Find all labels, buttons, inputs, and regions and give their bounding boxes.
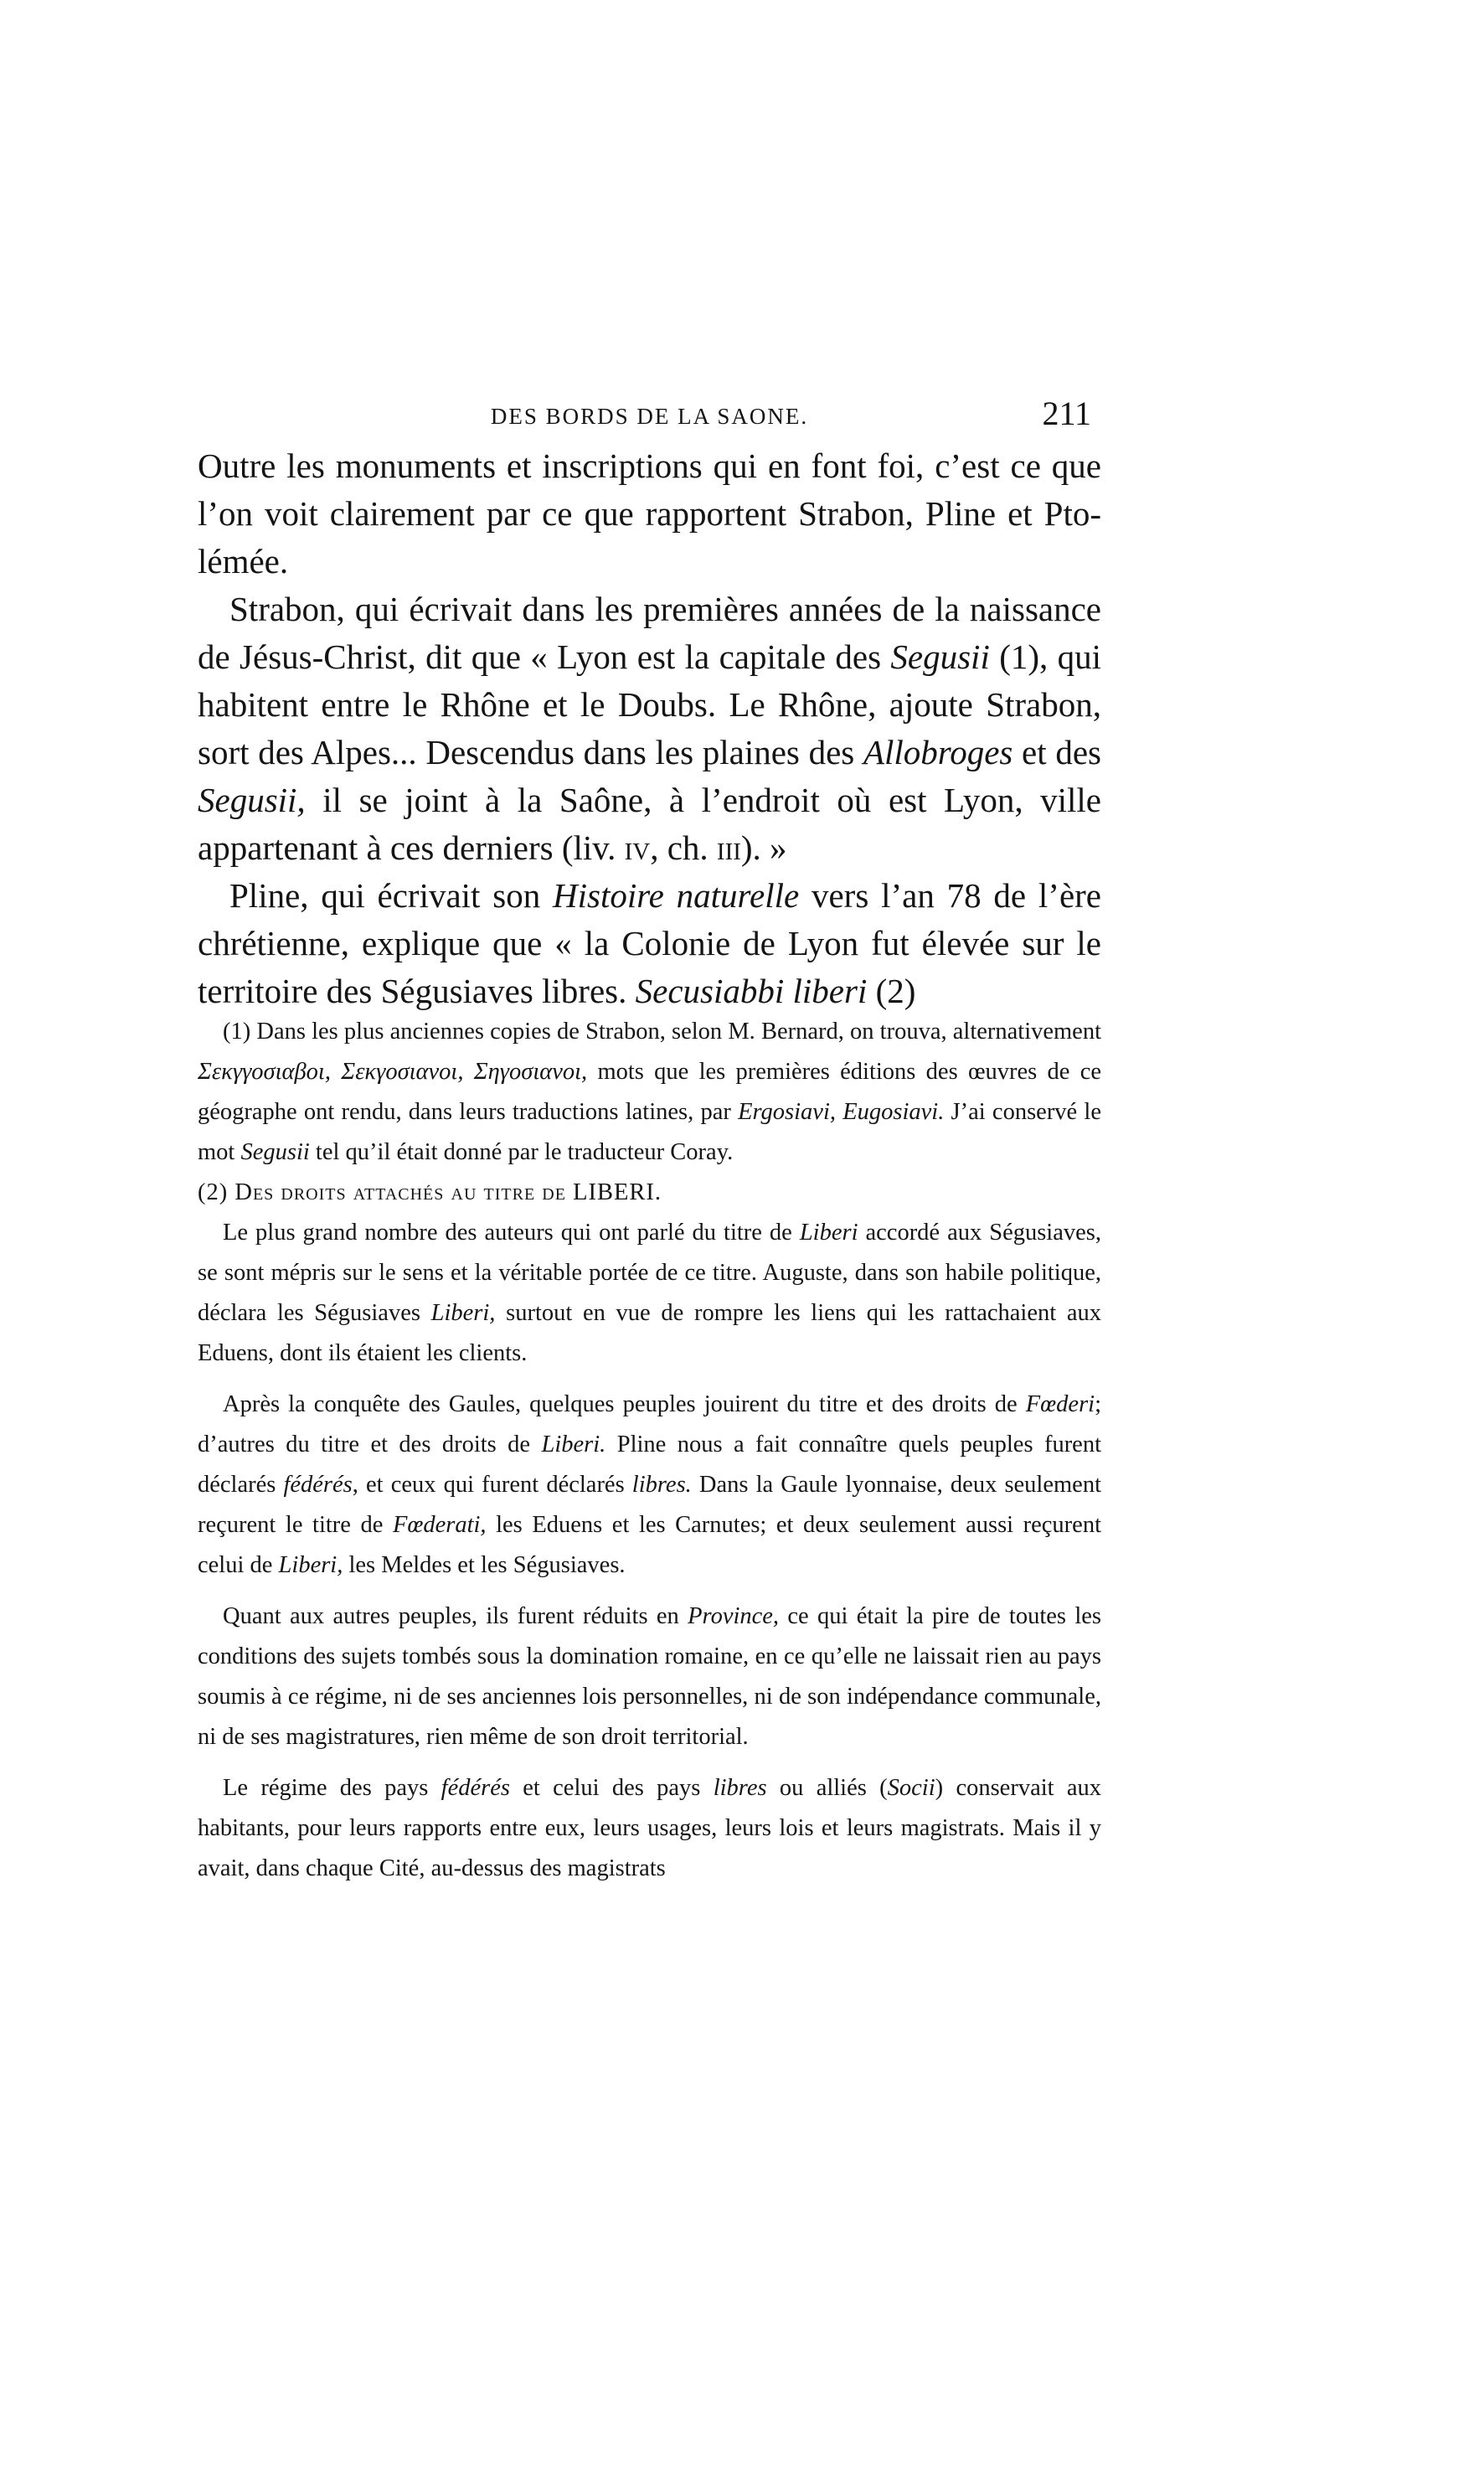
text-run: ; d’autres du titre et des droits de	[198, 1391, 1101, 1457]
text-run: , et ceux qui furent déclarés	[352, 1472, 632, 1498]
italic-run: Liberi.	[541, 1432, 606, 1457]
text-run: ou alliés (	[766, 1775, 888, 1801]
italic-run: fédérés	[283, 1472, 353, 1498]
text-run: et celui des pays	[509, 1775, 714, 1801]
text-run: accordé aux Ségusiaves, se sont mépris sur le sens et la véritable portée de ce titre. Auguste, dans son habile politique, déclara les Ségusiaves	[198, 1220, 1101, 1326]
italic-run: Fœderi	[1025, 1391, 1095, 1417]
text-run: surtout en vue de rompre les liens qui les rattachaient aux Eduens, dont ils étaient les clients.	[198, 1300, 1101, 1366]
italic-run: Liberi	[799, 1220, 858, 1246]
text-run: vers l’an 78 de l’ère chrétienne, explique que « la Colonie de Lyon fut élevée sur le territoire des Ségusiaves libres.	[198, 876, 1101, 1010]
text-run: (1) Dans les plus anciennes copies de Strabon, selon M. Bernard, on trouva, alternativement	[223, 1019, 1101, 1045]
text-run: les Eduens et les Carnutes; et deux seulement aussi reçurent celui de	[198, 1512, 1101, 1578]
footnote-2-paragraph-1	[198, 1213, 1101, 1374]
italic-run: Segusii,	[198, 781, 306, 819]
italic-run: Segusii	[240, 1139, 310, 1165]
text-run: ) conservait aux habitants, pour leurs rapports entre eux, leurs usages, leurs lois et leurs magistrats. Mais il y avait, dans chaque Cité, au-dessus des magistrats	[198, 1775, 1102, 1881]
text-run: (1), qui habitent entre le Rhône et le Doubs. Le Rhône, ajoute Strabon, sort des Alpes... Descendus dans les plaines des	[198, 637, 1101, 771]
roman-numeral: iii	[716, 828, 741, 867]
text-run: ). »	[740, 828, 787, 867]
text-run: Après la conquête des Gaules, quelques peuples jouirent du titre et des droits de	[223, 1391, 1026, 1417]
text-run: , ch.	[650, 828, 717, 867]
footnotes	[198, 1012, 1101, 1889]
text-run: Le régime des pays	[223, 1775, 441, 1801]
italic-run: Ergosiavi, Eugosiavi.	[738, 1099, 945, 1125]
text-run: Strabon, qui écrivait dans les premières années de la naissance de Jésus-Christ, dit que « Lyon est la capitale des	[198, 590, 1101, 676]
roman-numeral: iv	[624, 828, 651, 867]
text-run: Quant aux autres peuples, ils furent réduits en	[223, 1603, 688, 1629]
italic-run: Liberi,	[430, 1300, 496, 1326]
italic-run: Secusiabbi liberi	[635, 972, 868, 1010]
footnote-2-paragraph-3	[198, 1597, 1101, 1757]
text-run: et des	[1013, 733, 1101, 771]
text-run: mots que les premières éditions des œuvres de ce géographe ont rendu, dans leurs traductions latines, par	[198, 1059, 1102, 1125]
italic-run: Histoire naturelle	[553, 876, 800, 915]
main-text	[198, 442, 1101, 1015]
footnote-2-title: (2) Des droits attachés au titre de LIBERI.	[198, 1179, 662, 1205]
text-run: J’ai conservé le mot	[198, 1099, 1101, 1165]
paragraph-3	[198, 872, 1101, 1015]
paragraph-1-text: Outre les monuments et inscriptions qui en font foi, c’est ce que l’on voit clairement par ce que rapportent Strabon, Pline et Pto-lémée.	[198, 446, 1101, 580]
page-header	[198, 394, 1101, 444]
italic-run: Liberi,	[278, 1552, 343, 1578]
running-head: DES BORDS DE LA SAONE.	[490, 404, 809, 429]
text-run: Pline nous a fait connaître quels peuples furent déclarés	[198, 1432, 1102, 1498]
page-number: 211	[1042, 395, 1091, 432]
footnote-2-paragraph-4	[198, 1768, 1101, 1889]
footnote-2-paragraph-2	[198, 1385, 1101, 1586]
footnote-1	[198, 1012, 1101, 1173]
text-run: tel qu’il était donné par le traducteur Coray.	[309, 1139, 734, 1165]
italic-run: Segusii	[890, 637, 990, 676]
text-run: (2)	[867, 972, 916, 1010]
text-run: Pline, qui écrivait son	[229, 876, 553, 915]
paragraph-1	[198, 442, 1101, 586]
text-run: les Meldes et les Ségusiaves.	[343, 1552, 626, 1578]
text-run: ce qui était la pire de toutes les conditions des sujets tombés sous la domination romaine, en ce qu’elle ne laissait rien au pays soumis à ce régime, ni de ses anciennes lois personnelles, ni de son indépendance communale, ni de ses magistratures, rien même de son droit territorial.	[198, 1603, 1101, 1750]
italic-run: Socii	[887, 1775, 935, 1801]
italic-run: fédérés	[441, 1775, 510, 1801]
italic-run: Allobroges	[863, 733, 1013, 771]
italic-run: libres	[713, 1775, 767, 1801]
greek-run: Σεκγγοσιαβοι, Σεκγοσιανοι, Σηγοσιανοι,	[198, 1059, 588, 1085]
italic-run: Fœderati,	[392, 1512, 487, 1538]
italic-run: Province,	[688, 1603, 780, 1629]
text-run: Le plus grand nombre des auteurs qui ont parlé du titre de	[223, 1220, 800, 1246]
paragraph-2	[198, 586, 1101, 872]
text-run: Dans la Gaule lyonnaise, deux seulement reçurent le titre de	[198, 1472, 1101, 1538]
italic-run: libres.	[631, 1472, 692, 1498]
text-run: il se joint à la Saône, à l’endroit où est Lyon, ville appartenant à ces derniers (liv.	[198, 781, 1101, 867]
